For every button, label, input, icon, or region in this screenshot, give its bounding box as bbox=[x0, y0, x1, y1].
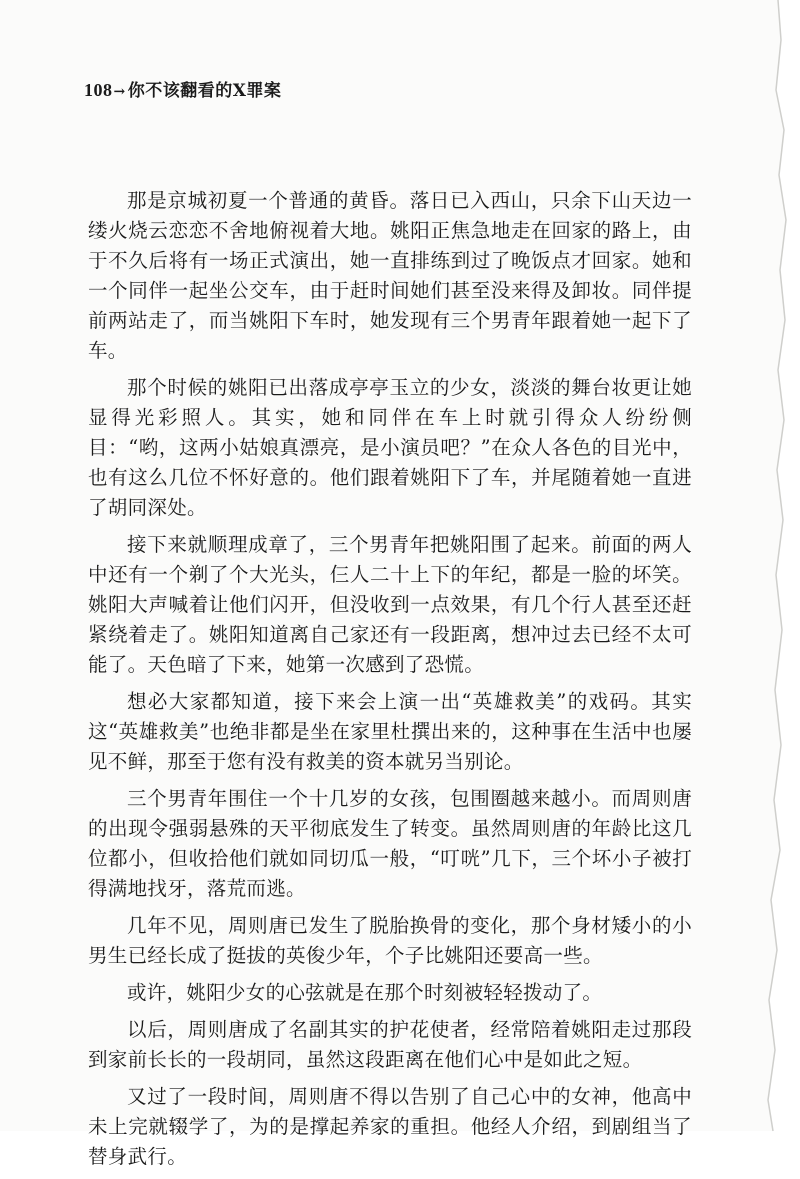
paragraph-1: 那是京城初夏一个普通的黄昏。落日已入西山，只余下山天边一缕火烧云恋恋不舍地俯视着大地。姚阳正焦急地走在回家的路上，由于不久后将有一场正式演出，她一直排练到过了晚饭点才回家。她和一个同伴一起坐公交车，由于赶时间她们甚至没来得及卸妆。同伴提前两站走了，而当姚阳下车时，她发现有三个男青年跟着她一起下了车。 bbox=[88, 189, 692, 362]
paragraph-6: 几年不见，周则唐已发生了脱胎换骨的变化，那个身材矮小的小男生已经长成了挺拔的英俊少年，个子比姚阳还要高一些。 bbox=[88, 914, 692, 967]
body-text bbox=[88, 186, 692, 1179]
paragraph-9: 又过了一段时间，周则唐不得以告别了自己心中的女神，他高中未上完就辍学了，为的是撑起养家的重担。他经人介绍，到剧组当了替身武行。 bbox=[88, 1085, 692, 1168]
arrow-icon: → bbox=[113, 84, 126, 100]
paragraph-7: 或许，姚阳少女的心弦就是在那个时刻被轻轻拨动了。 bbox=[127, 981, 603, 1004]
paragraph-8: 以后，周则唐成了名副其实的护花使者，经常陪着姚阳走过那段到家前长长的一段胡同，虽然这段距离在他们心中是如此之短。 bbox=[88, 1018, 692, 1071]
torn-page-edge bbox=[740, 0, 800, 1131]
page-number: 108 bbox=[84, 80, 113, 100]
paragraph-4: 想必大家都知道，接下来会上演一出“英雄救美”的戏码。其实这“英雄救美”也绝非都是坐在家里杜撰出来的，这种事在生活中也屡见不鲜，那至于您有没有救美的资本就另当别论。 bbox=[88, 690, 692, 773]
book-title: 你不该翻看的X罪案 bbox=[127, 81, 282, 101]
paragraph-5: 三个男青年围住一个十几岁的女孩，包围圈越来越小。而周则唐的出现令强弱悬殊的天平彻底发生了转变。虽然周则唐的年龄比这几位都小，但收拾他们就如同切瓜一般，“叮咣”几下，三个坏小子被打得满地找牙，落荒而逃。 bbox=[88, 787, 692, 900]
paragraph-3: 接下来就顺理成章了，三个男青年把姚阳围了起来。前面的两人中还有一个剃了个大光头，仨人二十上下的年纪，都是一脸的坏笑。姚阳大声喊着让他们闪开，但没收到一点效果，有几个行人甚至还赶紧绕着走了。姚阳知道离自己家还有一段距离，想冲过去已经不太可能了。天色暗了下来，她第一次感到了恐慌。 bbox=[88, 533, 692, 676]
running-head bbox=[84, 76, 281, 101]
paragraph-2: 那个时候的姚阳已出落成亭亭玉立的少女，淡淡的舞台妆更让她显得光彩照人。其实，她和同伴在车上时就引得众人纷纷侧目：“哟，这两小姑娘真漂亮，是小演员吧？”在众人各色的目光中，也有这么几位不怀好意的。他们跟着姚阳下了车，并尾随着她一直进了胡同深处。 bbox=[88, 376, 692, 519]
